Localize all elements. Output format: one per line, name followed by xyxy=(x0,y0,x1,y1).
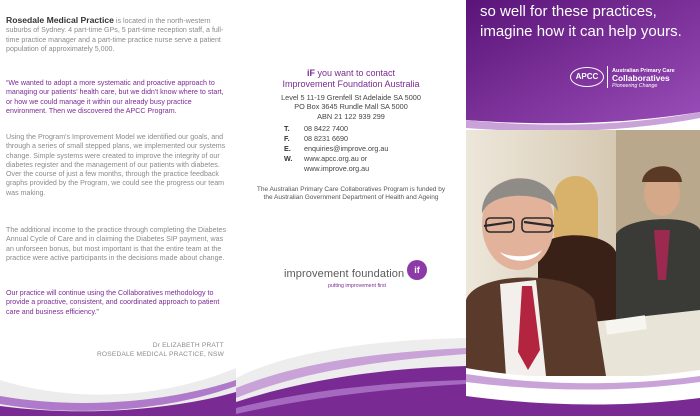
practice-intro xyxy=(6,16,230,54)
signature-org: ROSEDALE MEDICAL PRACTICE, NSW xyxy=(96,351,224,358)
testimonial-quote-opening: “We wanted to adopt a more systematic and proactive approach to managing our patients' health care, but we didn't know where to start, or how we could manage it within our already busy practice environment. Then we discovered the APCC Program. xyxy=(6,79,224,115)
contact-panel xyxy=(236,0,466,416)
testimonial-paragraph-income: The additional income to the practice through completing the Diabetes Annual Cycle of Care and in claiming the Diabetes SIP payment, was an unforseen bonus, but most important is that the entire team at the practice were active participants in the decisions made about change. xyxy=(6,226,227,262)
practice-description: is located in the north-western suburbs of Sydney. 4 part-time GPs, 5 part-time reception staff, a full-time practice manager and a part-time practice nurse serve a patient population of approximately 5,000. xyxy=(6,17,224,53)
practice-name: Rosedale Medical Practice xyxy=(6,15,114,25)
logo-badge-icon: if xyxy=(407,260,427,280)
po-box: PO Box 3645 Rundle Mall SA 5000 xyxy=(294,102,408,112)
apcc-line-2: Collaboratives xyxy=(612,73,670,84)
cover-headline xyxy=(480,2,700,42)
cover-bottom-swoosh xyxy=(466,340,700,416)
contact-heading xyxy=(236,68,466,89)
testimonial-quote-closing: Our practice will continue using the Collaboratives methodology to provide a proactive, consistent, and coordinated approach to patient care and business efficiency.” xyxy=(6,289,220,316)
headline-line-1: so well for these practices, xyxy=(480,3,657,20)
contact-row-web: W. www.apcc.org.au or xyxy=(284,154,368,163)
logo-tagline: putting improvement first xyxy=(328,283,386,289)
headline-line-2: imagine how it can help yours. xyxy=(480,23,682,40)
contact-details xyxy=(284,124,388,174)
signature-name: Dr ELIZABETH PRATT xyxy=(152,342,224,349)
contact-heading-rest: you want to contact xyxy=(314,68,396,78)
contact-row-web-alt: www.improve.org.au xyxy=(304,164,370,173)
street-address: Level 5 11-19 Grenfell St Adelaide SA 5000 xyxy=(281,93,421,102)
apcc-logo-icon: APCC xyxy=(570,67,604,87)
apcc-divider xyxy=(607,66,608,88)
middle-swoosh-decoration xyxy=(236,318,466,416)
left-swoosh-decoration xyxy=(0,340,236,416)
contact-row-phone: T. 08 8422 7400 xyxy=(284,124,348,133)
contact-org-name: Improvement Foundation Australia xyxy=(282,78,420,89)
testimonial-paragraph-improvement: Using the Program's Improvement Model we identified our goals, and through a series of small stepped plans, we implemented our systems change. Simple systems were created to improve the integrity of our diabetes register and the management of our patients with diabetes. Over the course of just a few months, through the practice feedback graphs provided by the Program, we could see the progress our team was making. xyxy=(6,133,226,197)
funding-note: The Australian Primary Care Collaboratives Program is funded by the Australian Government Department of Health and Ageing xyxy=(256,186,446,202)
apcc-logo-text xyxy=(612,68,675,90)
contact-row-email: E. enquiries@improve.org.au xyxy=(284,144,389,153)
contact-row-fax: F. 08 8231 6690 xyxy=(284,134,348,143)
apcc-line-1: Australian Primary Care xyxy=(612,68,675,74)
postal-address xyxy=(236,93,466,121)
cover-panel xyxy=(466,0,700,416)
logo-wordmark: improvement foundation xyxy=(284,268,405,280)
apcc-tagline: Pioneering Change xyxy=(612,83,658,90)
abn-number: ABN 21 122 939 299 xyxy=(317,111,385,121)
contact-heading-if: iF xyxy=(306,68,315,78)
testimonial-panel xyxy=(0,0,236,416)
